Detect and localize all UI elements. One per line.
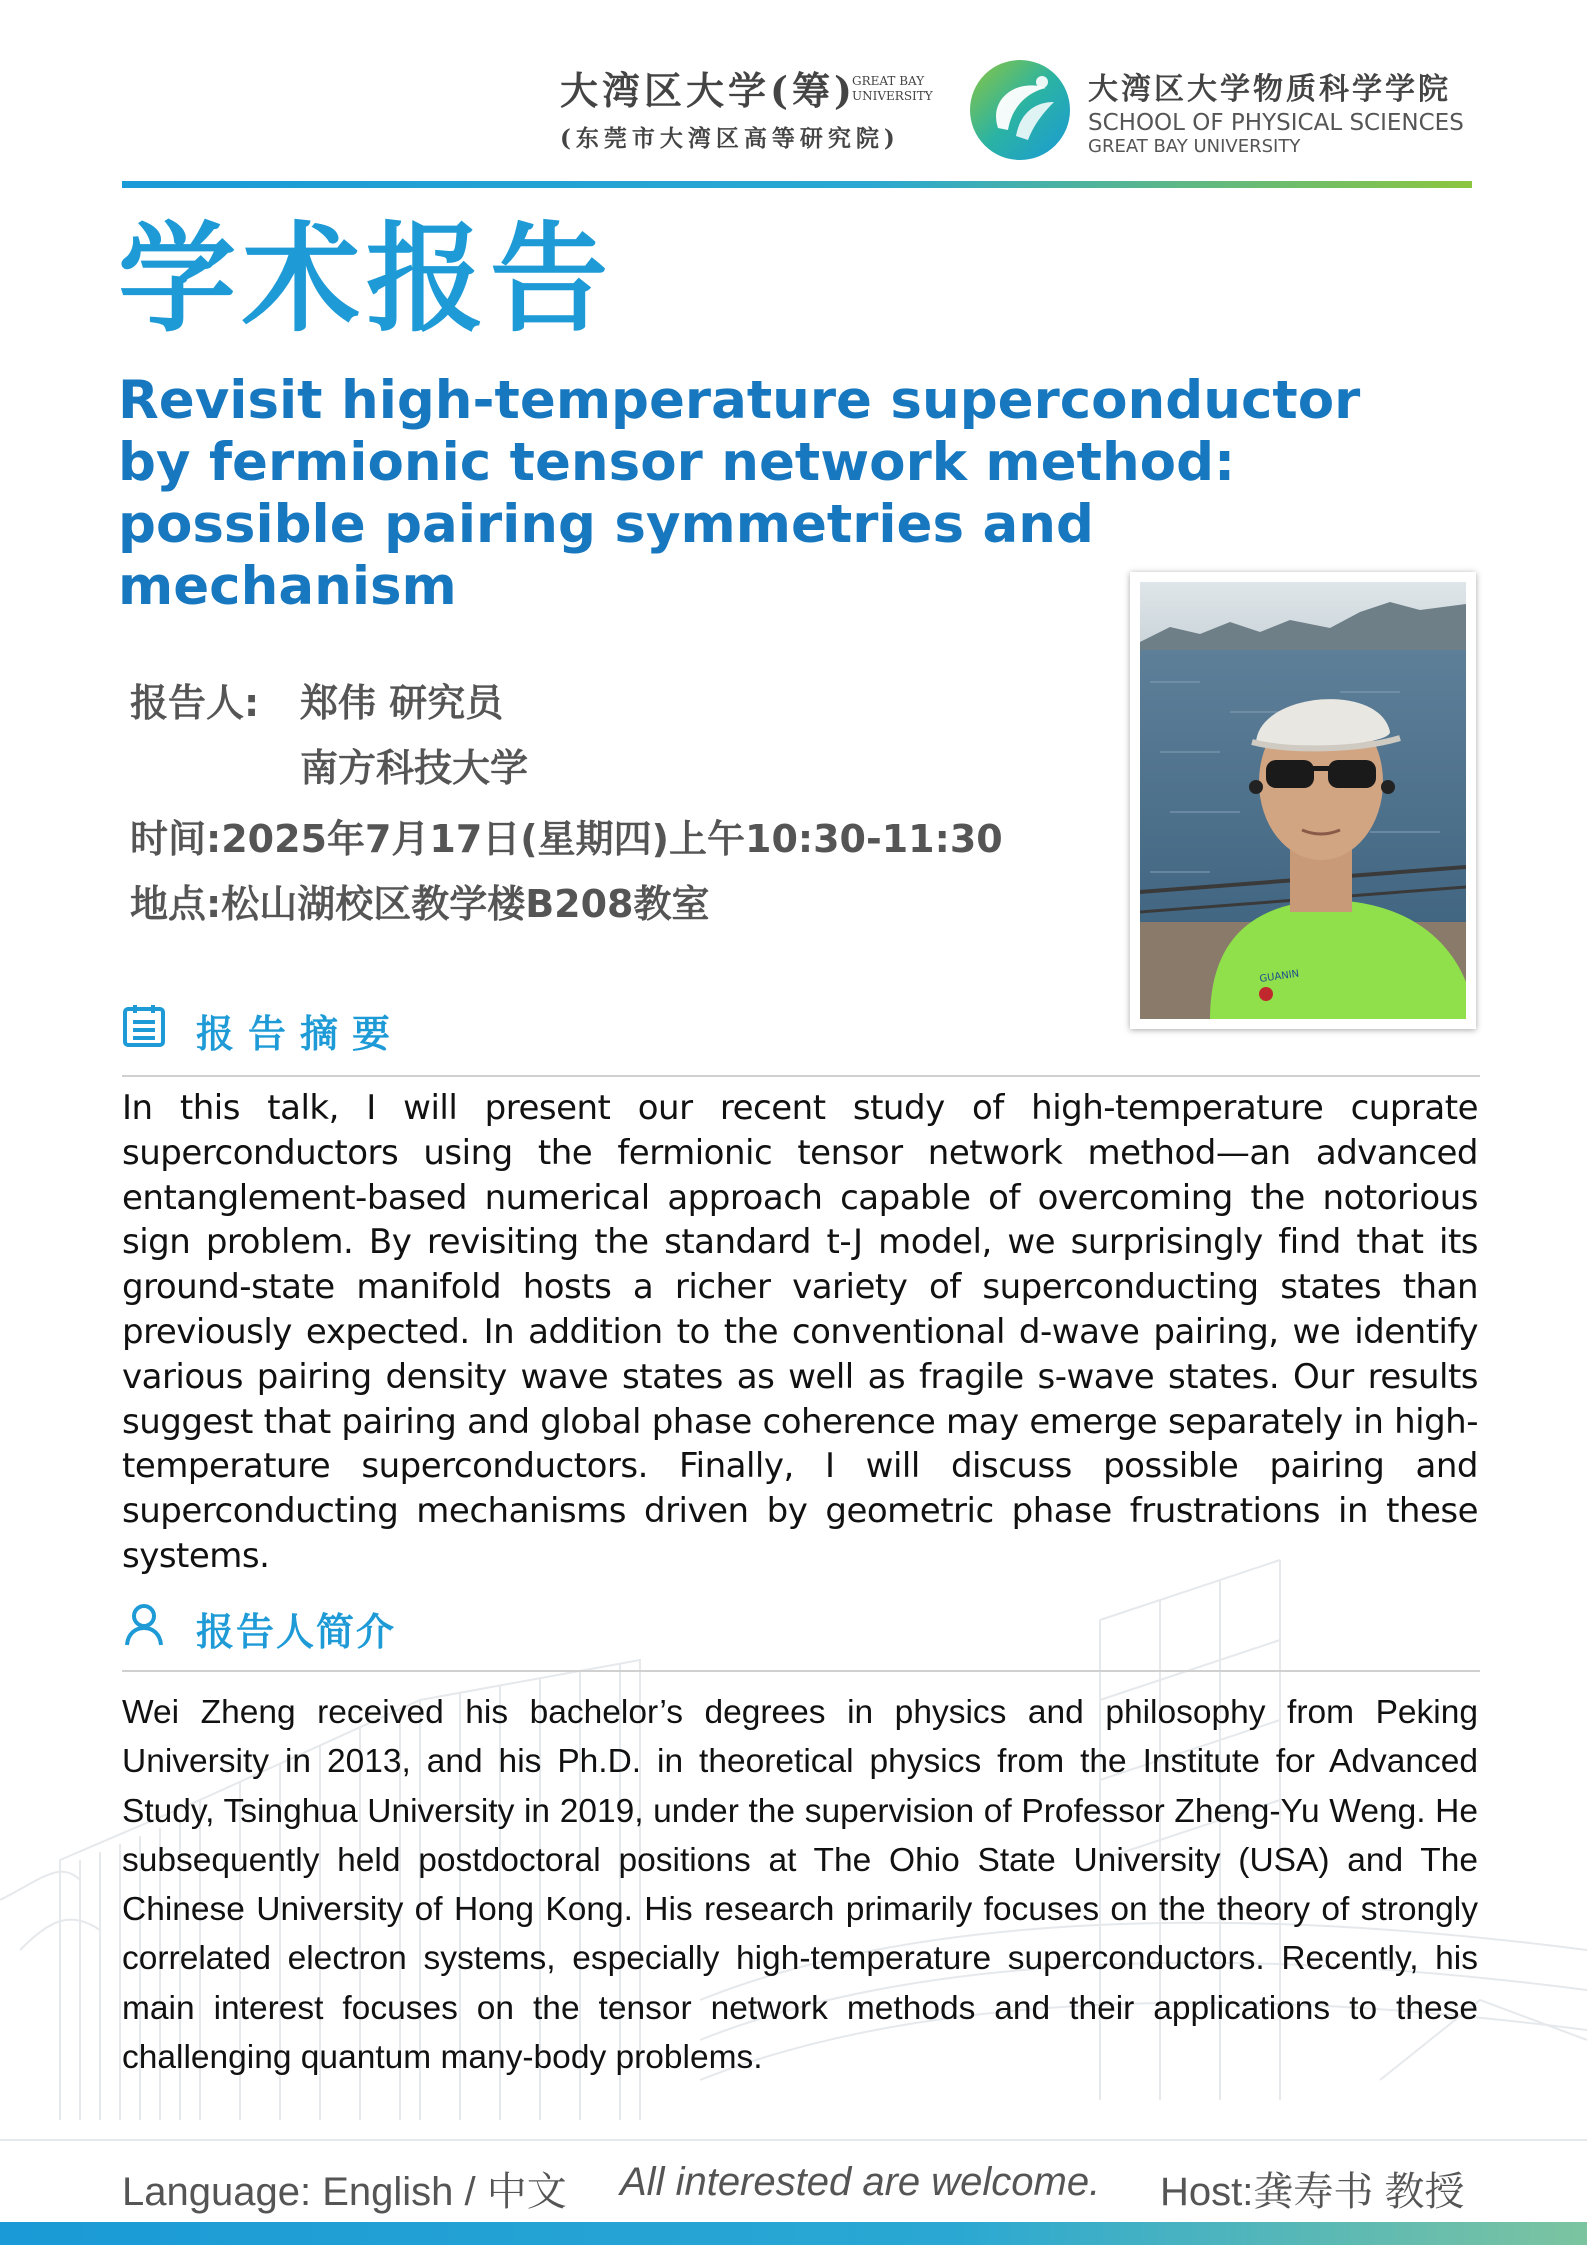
university-subtitle-cn: (东莞市大湾区高等研究院) (560, 125, 900, 152)
school-name-cn: 大湾区大学物质科学学院 (1088, 72, 1451, 107)
document-list-icon (120, 1002, 168, 1050)
speaker-affiliation: 南方科技大学 (300, 746, 529, 790)
university-name-en-line1: GREAT BAY (852, 74, 925, 88)
school-university-en: GREAT BAY UNIVERSITY (1088, 136, 1301, 157)
page-title: 学术报告 (118, 210, 615, 348)
person-icon (120, 1600, 168, 1648)
bio-paragraph: Wei Zheng received his bachelor’s degrees in physics and philosophy from Peking University in 2013, and his Ph.D. in theoretical physics from the Institute for Advanced Study, Tsinghua University in 2019, under the supervision of Professor Zheng-Yu Weng. He subsequently held postdoctoral positions at The Ohio State University (USA) and The Chinese University of Hong Kong. His research primarily focuses on the theory of strongly correlated electron systems, especially high-temperature superconductors. Recently, his main interest focuses on the tensor network methods and their applications to these challenging quantum many-body problems. (122, 1694, 1478, 2077)
header-divider (122, 181, 1472, 188)
speaker-name: 郑伟 研究员 (300, 681, 504, 725)
abstract-paragraph: In this talk, I will present our recent study of high-temperature cuprate superconductors using the fermionic tensor network method—an advanced entanglement-based numerical approach capable of overcoming the notorious sign problem. By revisiting the standard t-J model, we surprisingly find that its ground-state manifold hosts a richer variety of superconducting states than previously expected. In addition to the conventional d-wave pairing, we identify various pairing density wave states as well as fragile s-wave states. Our results suggest that pairing and global phase coherence may emerge separately in high-temperature superconductors. Finally, I will discuss possible pairing and superconducting mechanisms driven by geometric phase frustrations in these systems. (122, 1088, 1478, 1576)
university-name-en-line2: UNIVERSITY (852, 89, 933, 103)
talk-time: 时间:2025年7月17日(星期四)上午10:30-11:30 (130, 817, 1003, 861)
talk-location: 地点:松山湖校区教学楼B208教室 (130, 882, 710, 926)
svg-text:GUANIN: GUANIN (1258, 968, 1300, 985)
university-name-cn: 大湾区大学(筹) (560, 68, 856, 113)
speaker-label: 报告人: (130, 681, 260, 725)
university-name-en (852, 74, 952, 104)
talk-title: Revisit high-temperature superconductor by fermionic tensor network method: possible pairing symmetries and mechanism (118, 370, 1361, 617)
footer-language: Language: English / 中文 (122, 2170, 567, 2214)
school-name-en: SCHOOL OF PHYSICAL SCIENCES (1088, 110, 1464, 136)
bio-divider (122, 1670, 1480, 1672)
footer (122, 2160, 1492, 2212)
school-name-block (1088, 64, 1464, 157)
great-bay-university-logo (560, 60, 960, 160)
speaker-photo-frame (1130, 572, 1476, 1029)
school-emblem-icon (968, 58, 1072, 162)
abstract-heading: 报告摘要 (196, 1012, 405, 1056)
footer-welcome: All interested are welcome. (620, 2160, 1101, 2204)
footer-color-bar (0, 2222, 1587, 2245)
speaker-photo (1140, 582, 1466, 1019)
footer-host: Host:龚寿书 教授 (1160, 2170, 1465, 2214)
bio-heading: 报告人简介 (196, 1610, 397, 1654)
abstract-divider (122, 1075, 1480, 1077)
